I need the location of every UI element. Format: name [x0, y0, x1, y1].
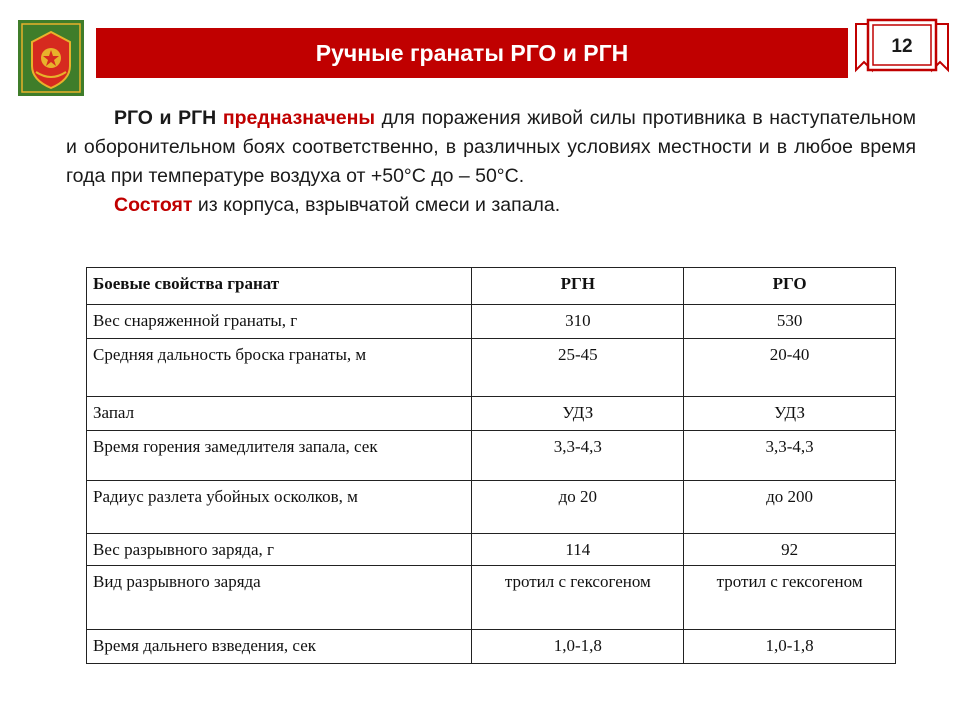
rgo-value: 530 [684, 305, 896, 339]
table-row [87, 339, 896, 397]
rgn-value: 1,0-1,8 [472, 630, 684, 664]
row-label: Время горения замедлителя запала, сек [87, 431, 472, 481]
intro-purpose-keyword: предназначены [222, 107, 376, 129]
intro-paragraph-2 [66, 191, 916, 220]
table-row [87, 630, 896, 664]
row-label: Радиус разлета убойных осколков, м [87, 481, 472, 534]
row-label: Время дальнего взведения, сек [87, 630, 472, 664]
table-row [87, 481, 896, 534]
rgo-value: УДЗ [684, 397, 896, 431]
intro-composition-text: из корпуса, взрывчатой смеси и запала. [197, 194, 561, 216]
row-label: Запал [87, 397, 472, 431]
table-header-row [87, 268, 896, 305]
rgn-value: УДЗ [472, 397, 684, 431]
row-label: Вес разрывного заряда, г [87, 534, 472, 566]
rgo-value: 20-40 [684, 339, 896, 397]
table-row [87, 566, 896, 630]
rgo-value: 1,0-1,8 [684, 630, 896, 664]
header-rgn: РГН [472, 268, 684, 305]
row-label: Вес снаряженной гранаты, г [87, 305, 472, 339]
rgn-value: тротил с гексогеном [472, 566, 684, 630]
header-property: Боевые свойства гранат [87, 268, 472, 305]
rgn-value: 114 [472, 534, 684, 566]
table-row [87, 397, 896, 431]
intro-subject: РГО и РГН [114, 107, 217, 129]
emblem-logo [18, 20, 84, 96]
intro-text [66, 104, 916, 220]
rgn-value: до 20 [472, 481, 684, 534]
row-label: Вид разрывного заряда [87, 566, 472, 630]
table-row [87, 431, 896, 481]
rgo-value: 92 [684, 534, 896, 566]
table-row [87, 305, 896, 339]
rgn-value: 25-45 [472, 339, 684, 397]
row-label: Средняя дальность броска гранаты, м [87, 339, 472, 397]
intro-purpose-text: для поражения живой силы противника в наступательном и оборонительном боях соответственно, в различных условиях местности и в любое время года при температуре воздуха от +50°С до – 50°С. [66, 107, 916, 187]
rgn-value: 310 [472, 305, 684, 339]
intro-paragraph-1 [66, 104, 916, 191]
intro-composition-keyword: Состоят [114, 194, 193, 216]
slide-number: 12 [891, 36, 913, 57]
rgo-value: до 200 [684, 481, 896, 534]
title-bar [96, 28, 848, 78]
page-title: Ручные гранаты РГО и РГН [315, 39, 629, 66]
slide-number-badge [854, 18, 950, 76]
table-row [87, 534, 896, 566]
header-rgo: РГО [684, 268, 896, 305]
properties-table [86, 267, 896, 664]
rgo-value: 3,3-4,3 [684, 431, 896, 481]
rgn-value: 3,3-4,3 [472, 431, 684, 481]
rgo-value: тротил с гексогеном [684, 566, 896, 630]
